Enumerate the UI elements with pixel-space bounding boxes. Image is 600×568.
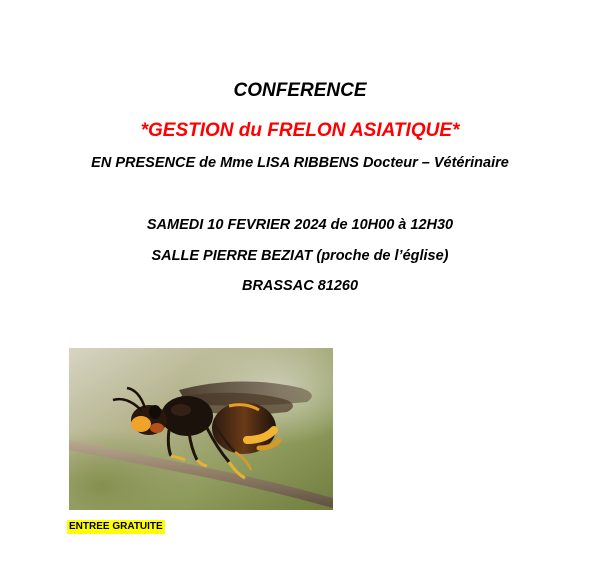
- free-entry-badge: ENTREE GRATUITE: [69, 521, 163, 532]
- event-town: BRASSAC 81260: [241, 278, 359, 294]
- event-date-time: SAMEDI 10 FEVRIER 2024 de 10H00 à 12H30: [146, 217, 454, 233]
- conference-subtitle: *GESTION du FRELON ASIATIQUE*: [140, 120, 460, 141]
- conference-title: CONFERENCE: [233, 80, 367, 101]
- speaker-line: EN PRESENCE de Mme LISA RIBBENS Docteur – Vétérinaire: [91, 155, 509, 171]
- event-venue: SALLE PIERRE BEZIAT (proche de l’église): [151, 248, 449, 264]
- hornet-photo: [69, 348, 333, 510]
